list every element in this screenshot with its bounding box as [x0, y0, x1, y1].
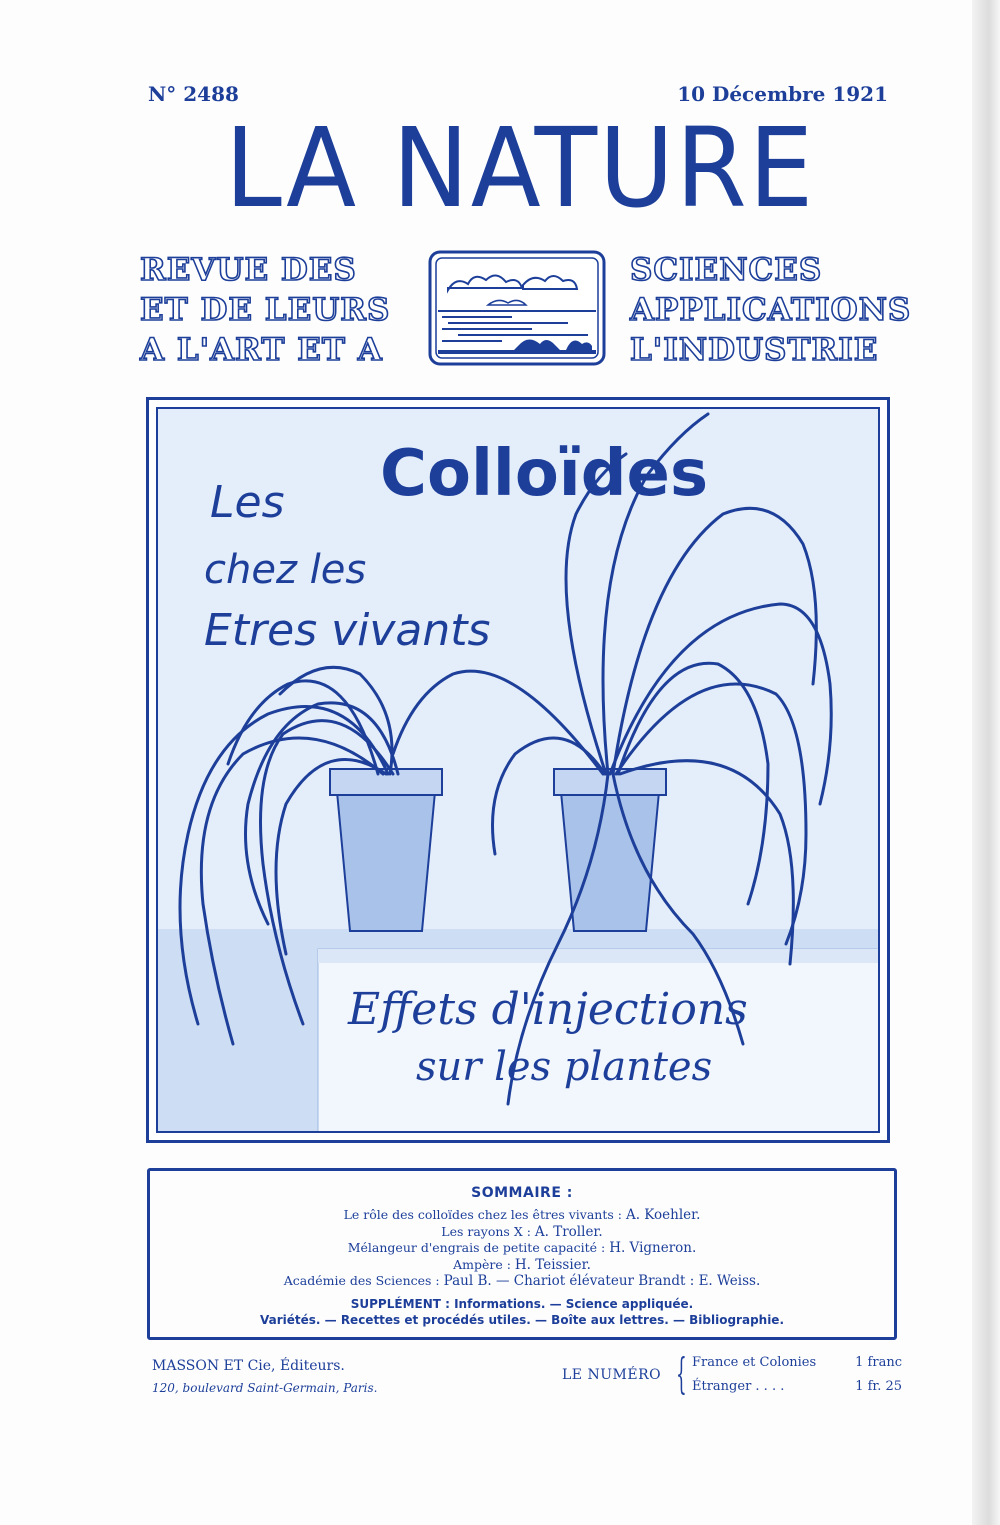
- subtitle-left-line: A L'ART ET A: [140, 332, 383, 368]
- cover-illustration-panel: [156, 407, 880, 1133]
- price-zone: France et Colonies: [692, 1355, 817, 1370]
- subtitle-right-line: L'INDUSTRIE: [630, 332, 879, 368]
- toc-item-text: Académie des Sciences :: [283, 1273, 440, 1288]
- supplement-line: Variétés. — Recettes et procédés utiles. — Boîte aux lettres. — Bibliographie.: [259, 1312, 785, 1327]
- toc-item-text: Le rôle des colloïdes chez les êtres vivants :: [343, 1207, 622, 1222]
- price-value: 1 franc: [855, 1355, 902, 1370]
- masthead-title: LA NATURE: [224, 104, 816, 232]
- publisher-name: MASSON ET Cie, Éditeurs.: [152, 1358, 345, 1374]
- headline-etres-vivants: Etres vivants: [204, 605, 491, 656]
- le-numero-label: LE NUMÉRO: [562, 1367, 662, 1383]
- masthead-subtitle-left: [140, 250, 410, 370]
- headline-colloides: Colloïdes: [380, 437, 709, 511]
- toc-item-author: H. Teissier.: [514, 1256, 591, 1273]
- sommaire-title: SOMMAIRE :: [471, 1185, 573, 1201]
- toc-item: [150, 1207, 894, 1224]
- price-value: 1 fr. 25: [855, 1379, 902, 1394]
- publisher-address: 120, boulevard Saint-Germain, Paris.: [152, 1381, 378, 1395]
- toc-item: [150, 1273, 894, 1290]
- toc-item-author: H. Vigneron.: [609, 1240, 697, 1256]
- subtitle-right-line: SCIENCES: [630, 252, 823, 288]
- issue-number: N° 2488: [148, 82, 239, 106]
- issue-date: 10 Décembre 1921: [677, 82, 888, 106]
- masthead-subtitle-right: [630, 250, 912, 370]
- toc-item: [150, 1240, 894, 1257]
- toc-item-text: Ampère :: [453, 1256, 511, 1272]
- subtitle-left-line: REVUE DES: [140, 252, 357, 288]
- toc-list: [150, 1207, 894, 1290]
- subtitle-left-line: ET DE LEURS: [140, 292, 391, 328]
- price-row: [692, 1355, 902, 1377]
- subtitle-right-line: APPLICATIONS: [630, 292, 912, 328]
- supplement-section: [150, 1296, 894, 1328]
- caption-sur-les-plantes: sur les plantes: [416, 1044, 713, 1090]
- toc-item-text: Les rayons X :: [441, 1223, 531, 1239]
- publisher-block: [152, 1355, 412, 1399]
- toc-item-author: A. Troller.: [534, 1223, 603, 1240]
- price-zone: Étranger . . . .: [692, 1379, 785, 1394]
- table-of-contents-box: [147, 1168, 897, 1340]
- toc-item-author: Paul B. — Chariot élévateur Brandt : E. Weiss.: [443, 1273, 761, 1289]
- price-row: [692, 1379, 902, 1401]
- supplement-line: SUPPLÉMENT : Informations. — Science appliquée.: [350, 1296, 694, 1311]
- toc-item: [150, 1224, 894, 1241]
- seascape-clouds-emblem-icon: [428, 250, 606, 366]
- toc-item: [150, 1257, 894, 1274]
- page-edge-shadow: [972, 0, 1000, 1525]
- headline-chez-les: chez les: [204, 547, 367, 593]
- caption-effets-injections: Effets d'injections: [348, 984, 748, 1035]
- price-brace-icon: {: [676, 1349, 687, 1398]
- cover-illustration-frame: [146, 397, 890, 1143]
- headline-les: Les: [210, 477, 285, 528]
- toc-item-text: Mélangeur d'engrais de petite capacité :: [347, 1240, 606, 1255]
- toc-item-author: A. Koehler.: [625, 1207, 701, 1223]
